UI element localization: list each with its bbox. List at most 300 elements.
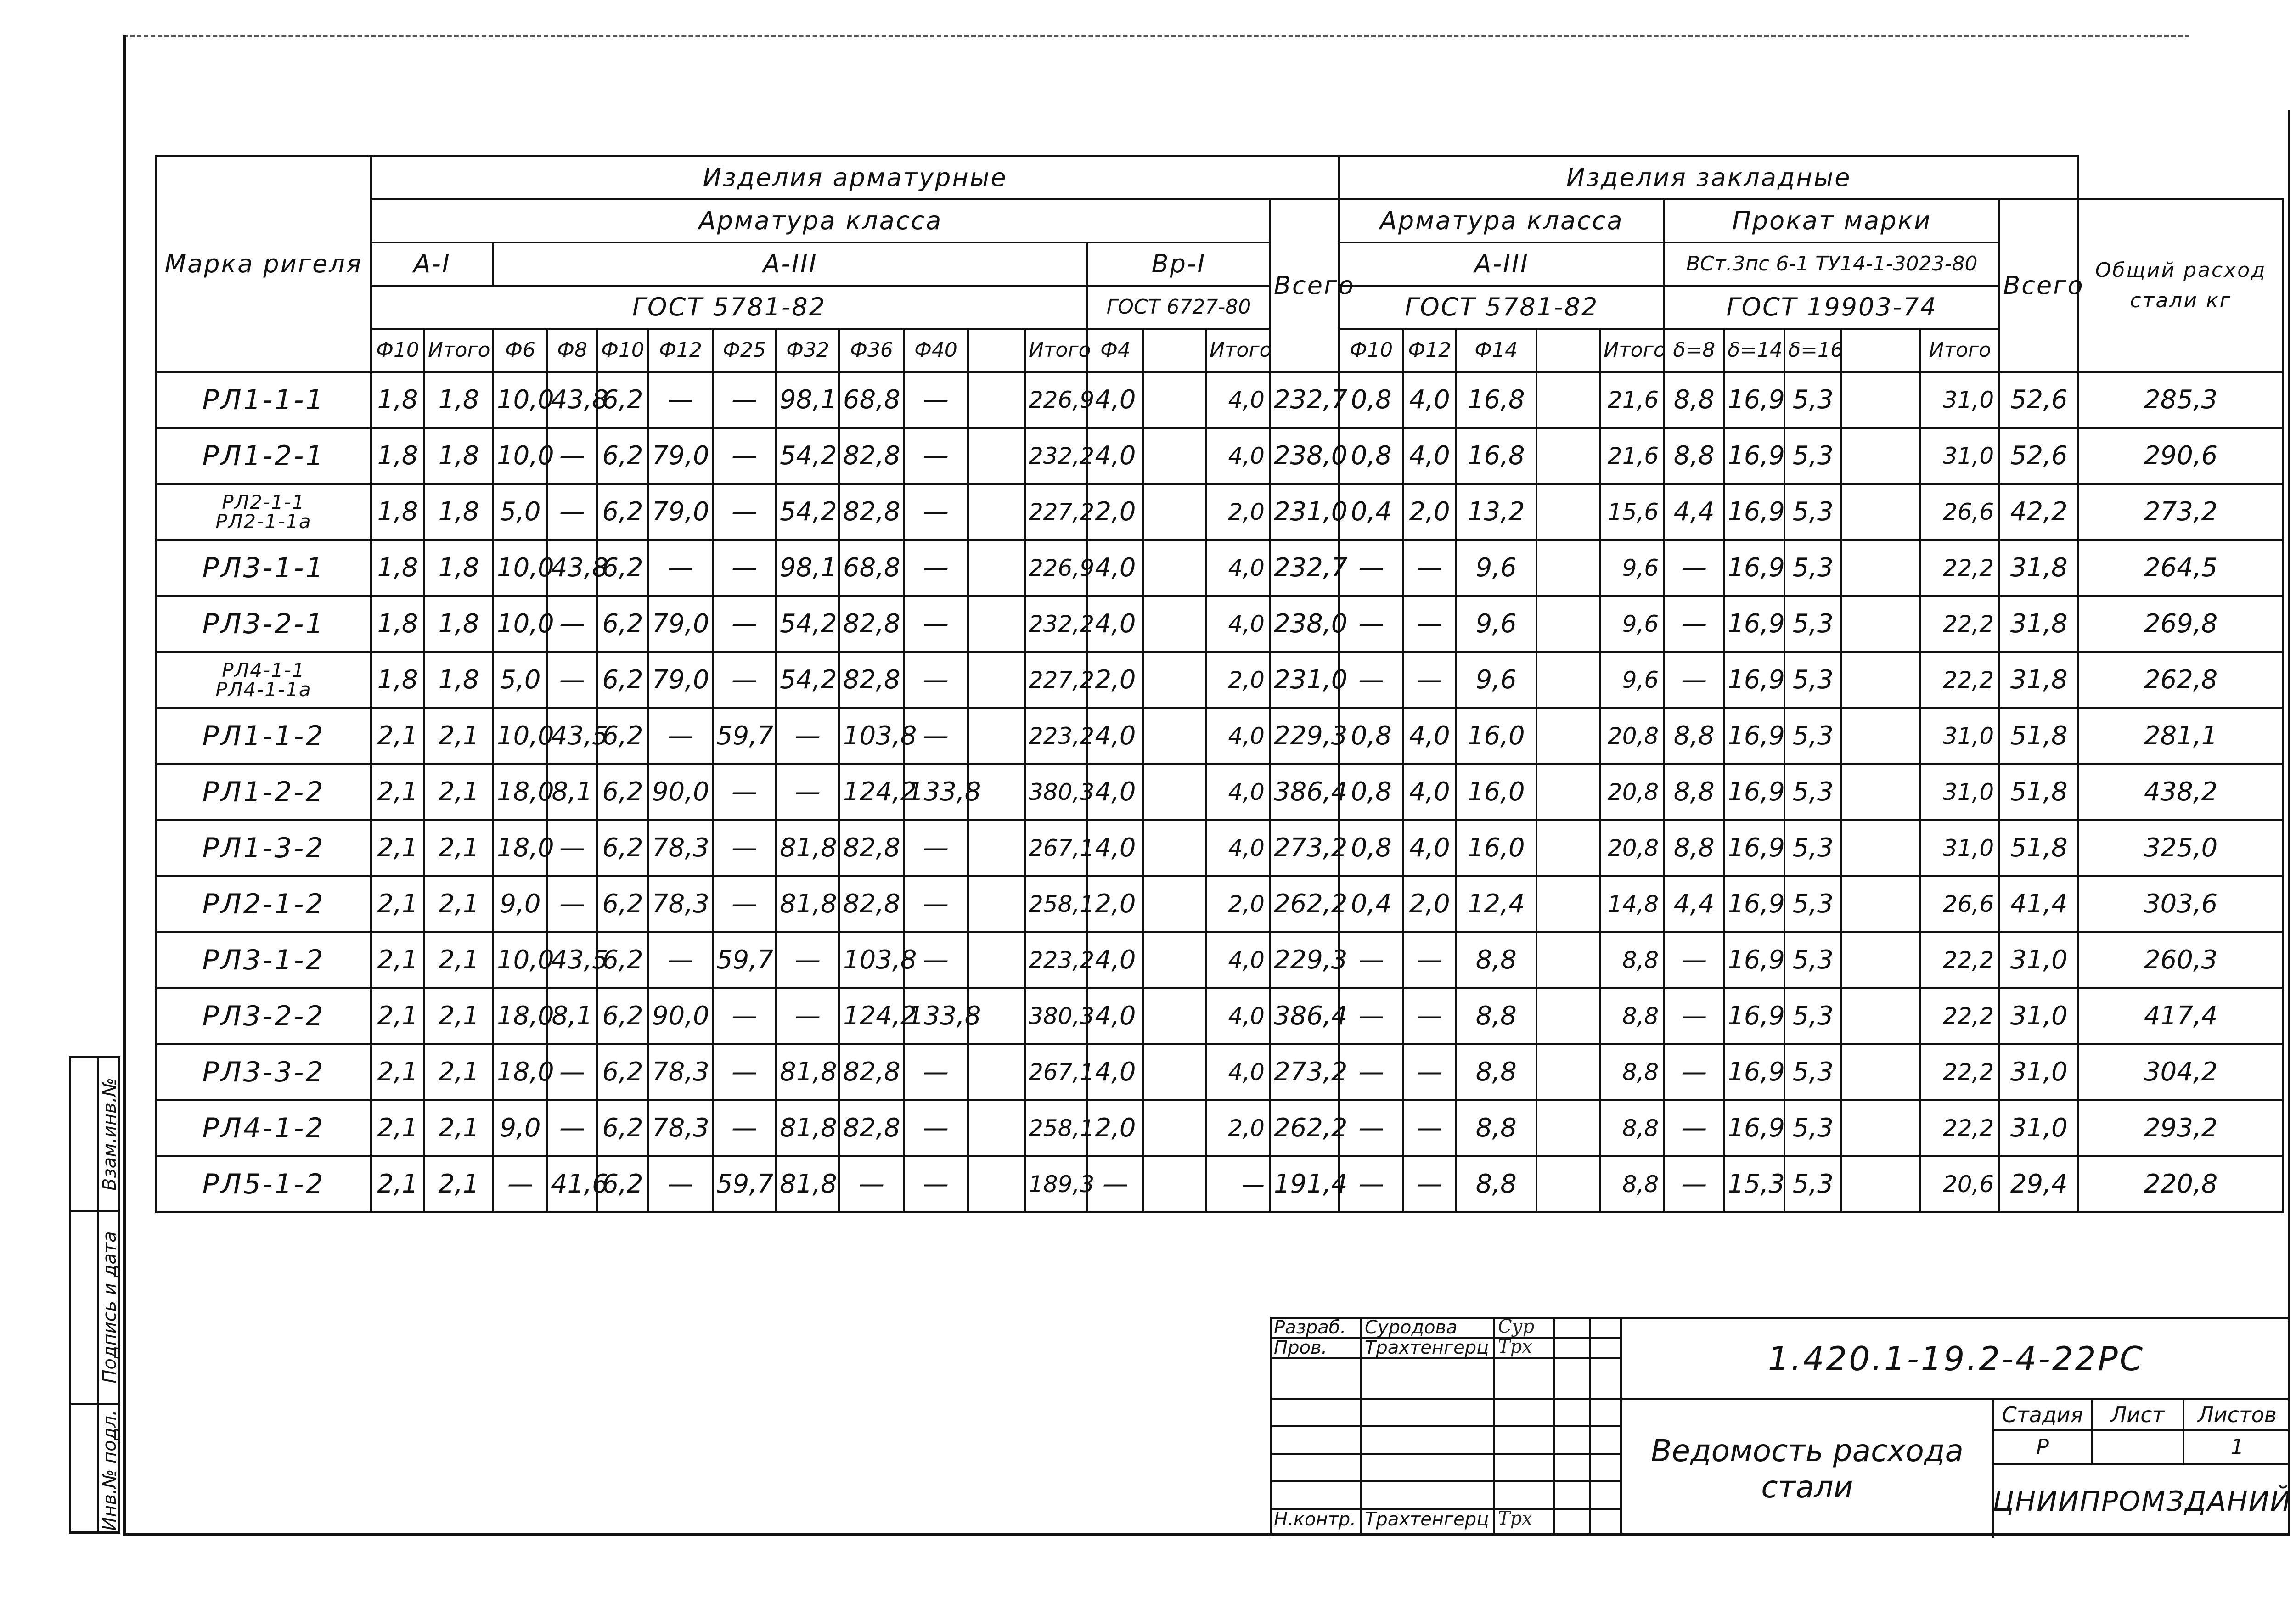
value-cell: 51,8: [1999, 820, 2078, 876]
value-cell: —: [839, 1156, 904, 1212]
gost-bp-header: ГОСТ 6727-80: [1087, 286, 1270, 329]
rigel-mark-cell: РЛ3-1-2: [156, 932, 371, 988]
value-cell: 386,4: [1270, 764, 1339, 820]
value-cell: 16,9: [1724, 596, 1784, 652]
value-cell: [1841, 1156, 1920, 1212]
subheader-cell: Итого: [1920, 329, 1999, 372]
value-cell: —: [648, 708, 713, 764]
subheader-cell: Ф12: [648, 329, 713, 372]
rigel-mark-cell: РЛ3-2-1: [156, 596, 371, 652]
value-cell: 59,7: [713, 932, 776, 988]
value-cell: 22,2: [1920, 1100, 1999, 1156]
stage-sheet-box: [1994, 1400, 2290, 1538]
norm-control-name: Трахтенгерц: [1365, 1509, 1489, 1530]
value-cell: 6,2: [597, 1156, 648, 1212]
value-cell: 303,6: [2078, 876, 2283, 932]
value-cell: 5,3: [1784, 708, 1841, 764]
checked-label: Пров.: [1274, 1337, 1328, 1358]
subheader-cell: Ф32: [776, 329, 839, 372]
value-cell: 4,0: [1206, 428, 1270, 484]
value-cell: 18,0: [493, 764, 547, 820]
value-cell: 4,0: [1206, 708, 1270, 764]
value-cell: [968, 820, 1025, 876]
value-cell: [1841, 428, 1920, 484]
value-cell: 43,5: [547, 932, 597, 988]
value-cell: —: [1403, 932, 1456, 988]
embedded-class-a3-header: А-III: [1339, 242, 1664, 286]
sheet-label: Лист: [2093, 1400, 2184, 1429]
armature-class-header: Арматура класса: [371, 199, 1270, 242]
value-cell: [1841, 708, 1920, 764]
value-cell: 232,7: [1270, 372, 1339, 428]
value-cell: 8,8: [1600, 1100, 1664, 1156]
norm-control-signature: Трх: [1498, 1508, 1532, 1529]
value-cell: —: [776, 708, 839, 764]
value-cell: 59,7: [713, 708, 776, 764]
value-cell: [1841, 1100, 1920, 1156]
value-cell: 6,2: [597, 708, 648, 764]
value-cell: 5,3: [1784, 428, 1841, 484]
sheet-value: [2093, 1431, 2184, 1463]
rigel-mark-cell: РЛ3-3-2: [156, 1044, 371, 1100]
value-cell: 2,1: [371, 988, 424, 1044]
value-cell: —: [648, 1156, 713, 1212]
organization-name: ЦНИИПРОМЗДАНИЙ: [1994, 1463, 2290, 1538]
value-cell: —: [1403, 1156, 1456, 1212]
value-cell: 2,0: [1206, 652, 1270, 708]
subheader-cell: [968, 329, 1025, 372]
value-cell: [1536, 932, 1600, 988]
value-cell: 226,9: [1025, 372, 1087, 428]
table-row: [156, 372, 2283, 428]
value-cell: 20,8: [1600, 820, 1664, 876]
value-cell: 226,9: [1025, 540, 1087, 596]
value-cell: 82,8: [839, 484, 904, 540]
value-cell: 8,8: [1600, 1044, 1664, 1100]
value-cell: 4,0: [1206, 932, 1270, 988]
value-cell: 16,9: [1724, 988, 1784, 1044]
value-cell: —: [904, 596, 968, 652]
value-cell: —: [713, 428, 776, 484]
value-cell: 2,1: [371, 1044, 424, 1100]
value-cell: 4,0: [1206, 988, 1270, 1044]
value-cell: 4,0: [1403, 372, 1456, 428]
stage-value: Р: [1994, 1431, 2093, 1463]
subheader-cell: Ф4: [1087, 329, 1143, 372]
value-cell: 22,2: [1920, 596, 1999, 652]
value-cell: [1841, 988, 1920, 1044]
value-cell: 124,2: [839, 988, 904, 1044]
armature-items-header: Изделия арматурные: [371, 156, 1339, 199]
stage-label: Стадия: [1994, 1400, 2093, 1429]
value-cell: —: [1664, 1044, 1724, 1100]
value-cell: 20,8: [1600, 764, 1664, 820]
value-cell: 20,8: [1600, 708, 1664, 764]
value-cell: 2,1: [371, 820, 424, 876]
value-cell: 5,3: [1784, 988, 1841, 1044]
value-cell: [1143, 764, 1206, 820]
table-row: [156, 540, 2283, 596]
value-cell: 380,3: [1025, 988, 1087, 1044]
value-cell: 2,1: [424, 932, 493, 988]
embedded-items-header: Изделия закладные: [1339, 156, 2078, 199]
value-cell: —: [904, 820, 968, 876]
value-cell: —: [648, 372, 713, 428]
value-cell: 2,0: [1206, 484, 1270, 540]
value-cell: 124,2: [839, 764, 904, 820]
value-cell: 4,0: [1087, 988, 1143, 1044]
value-cell: —: [648, 540, 713, 596]
value-cell: 14,8: [1600, 876, 1664, 932]
value-cell: 5,3: [1784, 596, 1841, 652]
value-cell: 8,1: [547, 764, 597, 820]
value-cell: 281,1: [2078, 708, 2283, 764]
value-cell: —: [776, 932, 839, 988]
value-cell: [1143, 596, 1206, 652]
value-cell: 5,3: [1784, 372, 1841, 428]
value-cell: 16,8: [1456, 372, 1536, 428]
value-cell: 10,0: [493, 932, 547, 988]
checked-signature: Трх: [1498, 1336, 1532, 1357]
value-cell: [1143, 820, 1206, 876]
value-cell: 262,2: [1270, 876, 1339, 932]
value-cell: 4,0: [1403, 820, 1456, 876]
value-cell: 304,2: [2078, 1044, 2283, 1100]
value-cell: —: [1339, 1156, 1403, 1212]
rigel-mark-cell: РЛ1-3-2: [156, 820, 371, 876]
value-cell: 54,2: [776, 652, 839, 708]
value-cell: 31,0: [1920, 820, 1999, 876]
value-cell: —: [547, 652, 597, 708]
value-cell: [1143, 1156, 1206, 1212]
subheader-cell: Ф8: [547, 329, 597, 372]
value-cell: [968, 932, 1025, 988]
value-cell: —: [1206, 1156, 1270, 1212]
value-cell: 238,0: [1270, 596, 1339, 652]
value-cell: 10,0: [493, 540, 547, 596]
inv-original-label: Инв.№ подл.: [99, 1410, 120, 1531]
value-cell: 232,7: [1270, 540, 1339, 596]
value-cell: [1841, 932, 1920, 988]
value-cell: 103,8: [839, 932, 904, 988]
value-cell: 81,8: [776, 1156, 839, 1212]
value-cell: 1,8: [371, 484, 424, 540]
value-cell: 12,4: [1456, 876, 1536, 932]
value-cell: 6,2: [597, 428, 648, 484]
value-cell: [1841, 876, 1920, 932]
value-cell: 2,1: [371, 1156, 424, 1212]
value-cell: 4,0: [1087, 428, 1143, 484]
table-row: [156, 652, 2283, 708]
value-cell: [1536, 652, 1600, 708]
value-cell: [968, 1156, 1025, 1212]
value-cell: —: [904, 1156, 968, 1212]
value-cell: 26,6: [1920, 484, 1999, 540]
document-code: 1.420.1-19.2-4-22РС: [1622, 1319, 2290, 1400]
value-cell: —: [1339, 652, 1403, 708]
value-cell: 4,0: [1087, 820, 1143, 876]
value-cell: —: [713, 484, 776, 540]
value-cell: 21,6: [1600, 428, 1664, 484]
value-cell: 4,0: [1087, 1044, 1143, 1100]
value-cell: 16,9: [1724, 764, 1784, 820]
value-cell: 2,1: [424, 708, 493, 764]
value-cell: 31,8: [1999, 652, 2078, 708]
value-cell: —: [713, 820, 776, 876]
value-cell: 51,8: [1999, 708, 2078, 764]
value-cell: 293,2: [2078, 1100, 2283, 1156]
embedded-armature-class-header: Арматура класса: [1339, 199, 1664, 242]
value-cell: —: [904, 484, 968, 540]
value-cell: 0,4: [1339, 876, 1403, 932]
value-cell: —: [547, 820, 597, 876]
value-cell: 18,0: [493, 820, 547, 876]
value-cell: 8,8: [1664, 820, 1724, 876]
value-cell: [1841, 372, 1920, 428]
subheader-cell: Ф10: [597, 329, 648, 372]
value-cell: 2,1: [371, 708, 424, 764]
value-cell: 4,0: [1206, 372, 1270, 428]
total-consumption-header: Общий расход стали кг: [2078, 199, 2283, 372]
value-cell: 68,8: [839, 372, 904, 428]
value-cell: 43,5: [547, 708, 597, 764]
steel-grade-header: ВСт.3пс 6-1 ТУ14-1-3023-80: [1664, 242, 1999, 286]
value-cell: 2,1: [424, 988, 493, 1044]
value-cell: 78,3: [648, 876, 713, 932]
value-cell: 31,0: [1920, 764, 1999, 820]
value-cell: —: [1664, 652, 1724, 708]
value-cell: 78,3: [648, 820, 713, 876]
value-cell: —: [1403, 1100, 1456, 1156]
diameter-subheader-row: [156, 329, 2283, 372]
value-cell: —: [1664, 988, 1724, 1044]
norm-control-label: Н.контр.: [1274, 1509, 1356, 1530]
value-cell: [1143, 1044, 1206, 1100]
value-cell: 16,9: [1724, 540, 1784, 596]
value-cell: [968, 372, 1025, 428]
subheader-cell: Ф40: [904, 329, 968, 372]
value-cell: —: [1339, 1100, 1403, 1156]
value-cell: —: [1403, 540, 1456, 596]
value-cell: 8,8: [1664, 372, 1724, 428]
value-cell: 1,8: [424, 540, 493, 596]
value-cell: 22,2: [1920, 652, 1999, 708]
value-cell: 81,8: [776, 1100, 839, 1156]
value-cell: 8,8: [1600, 932, 1664, 988]
value-cell: [1536, 708, 1600, 764]
subheader-cell: δ=14: [1724, 329, 1784, 372]
table-row: [156, 764, 2283, 820]
value-cell: 5,3: [1784, 1156, 1841, 1212]
value-cell: 79,0: [648, 484, 713, 540]
value-cell: 16,0: [1456, 708, 1536, 764]
steel-consumption-table: [155, 155, 2284, 1213]
value-cell: 59,7: [713, 1156, 776, 1212]
value-cell: 8,8: [1664, 764, 1724, 820]
value-cell: 2,1: [424, 1156, 493, 1212]
value-cell: 8,8: [1456, 1100, 1536, 1156]
value-cell: 2,0: [1206, 1100, 1270, 1156]
value-cell: [1143, 428, 1206, 484]
value-cell: —: [547, 876, 597, 932]
sheets-value: 1: [2230, 1435, 2244, 1459]
value-cell: 2,1: [371, 764, 424, 820]
value-cell: 54,2: [776, 596, 839, 652]
value-cell: 4,0: [1403, 764, 1456, 820]
value-cell: 90,0: [648, 764, 713, 820]
value-cell: 16,9: [1724, 876, 1784, 932]
value-cell: 21,6: [1600, 372, 1664, 428]
checked-name: Трахтенгерц: [1365, 1337, 1489, 1358]
document-title-line2: стали: [1761, 1469, 1853, 1505]
value-cell: —: [1339, 988, 1403, 1044]
value-cell: [1536, 820, 1600, 876]
value-cell: 81,8: [776, 876, 839, 932]
value-cell: 223,2: [1025, 708, 1087, 764]
value-cell: 2,0: [1087, 652, 1143, 708]
table-row: [156, 1156, 2283, 1212]
value-cell: —: [713, 372, 776, 428]
value-cell: 8,8: [1664, 708, 1724, 764]
gost-rolled-header: ГОСТ 19903-74: [1664, 286, 1999, 329]
value-cell: 16,0: [1456, 820, 1536, 876]
value-cell: 273,2: [2078, 484, 2283, 540]
value-cell: 4,0: [1087, 764, 1143, 820]
value-cell: —: [904, 372, 968, 428]
table-row: [156, 876, 2283, 932]
value-cell: —: [904, 540, 968, 596]
value-cell: 16,9: [1724, 932, 1784, 988]
value-cell: 1,8: [424, 484, 493, 540]
value-cell: 31,0: [1920, 428, 1999, 484]
value-cell: 5,3: [1784, 540, 1841, 596]
value-cell: 10,0: [493, 596, 547, 652]
document-title: [1622, 1400, 1994, 1538]
value-cell: 90,0: [648, 988, 713, 1044]
value-cell: 16,9: [1724, 652, 1784, 708]
value-cell: [968, 652, 1025, 708]
value-cell: 15,6: [1600, 484, 1664, 540]
value-cell: [1143, 1100, 1206, 1156]
sheets-label: Листов: [2198, 1402, 2277, 1427]
value-cell: 31,0: [1999, 988, 2078, 1044]
value-cell: 4,0: [1206, 1044, 1270, 1100]
value-cell: 16,9: [1724, 1044, 1784, 1100]
value-cell: —: [547, 428, 597, 484]
value-cell: 6,2: [597, 652, 648, 708]
rigel-mark-cell: [156, 652, 371, 708]
value-cell: 31,8: [1999, 540, 2078, 596]
value-cell: [1143, 708, 1206, 764]
value-cell: 258,1: [1025, 1100, 1087, 1156]
value-cell: 189,3: [1025, 1156, 1087, 1212]
value-cell: 191,4: [1270, 1156, 1339, 1212]
value-cell: 6,2: [597, 596, 648, 652]
value-cell: 78,3: [648, 1044, 713, 1100]
value-cell: [1143, 876, 1206, 932]
value-cell: —: [1664, 540, 1724, 596]
value-cell: —: [713, 652, 776, 708]
value-cell: 2,1: [371, 876, 424, 932]
value-cell: —: [776, 988, 839, 1044]
value-cell: [968, 708, 1025, 764]
value-cell: 267,1: [1025, 820, 1087, 876]
value-cell: 52,6: [1999, 428, 2078, 484]
gost-embedded-header: ГОСТ 5781-82: [1339, 286, 1664, 329]
value-cell: 1,8: [424, 428, 493, 484]
developed-name: Суродова: [1365, 1317, 1458, 1338]
subheader-cell: δ=16: [1784, 329, 1841, 372]
value-cell: 2,0: [1087, 1100, 1143, 1156]
title-block: [1270, 1316, 2292, 1536]
value-cell: 79,0: [648, 428, 713, 484]
value-cell: 22,2: [1920, 1044, 1999, 1100]
value-cell: [1143, 932, 1206, 988]
value-cell: 4,0: [1206, 764, 1270, 820]
value-cell: 6,2: [597, 820, 648, 876]
value-cell: [1143, 484, 1206, 540]
value-cell: —: [904, 708, 968, 764]
value-cell: —: [713, 596, 776, 652]
value-cell: 0,8: [1339, 428, 1403, 484]
value-cell: [1536, 1156, 1600, 1212]
value-cell: 5,3: [1784, 876, 1841, 932]
value-cell: [1536, 988, 1600, 1044]
value-cell: [968, 596, 1025, 652]
value-cell: 223,2: [1025, 932, 1087, 988]
value-cell: 8,8: [1664, 428, 1724, 484]
value-cell: 229,3: [1270, 932, 1339, 988]
subheader-cell: δ=8: [1664, 329, 1724, 372]
value-cell: 229,3: [1270, 708, 1339, 764]
value-cell: 18,0: [493, 988, 547, 1044]
value-cell: [968, 1100, 1025, 1156]
margin-approval-stamp: [69, 1056, 120, 1534]
value-cell: 238,0: [1270, 428, 1339, 484]
value-cell: 6,2: [597, 1044, 648, 1100]
value-cell: 231,0: [1270, 484, 1339, 540]
value-cell: 9,6: [1456, 540, 1536, 596]
value-cell: —: [1664, 932, 1724, 988]
subheader-cell: Итого: [424, 329, 493, 372]
value-cell: [1841, 652, 1920, 708]
value-cell: [1536, 484, 1600, 540]
developed-label: Разраб.: [1274, 1317, 1346, 1338]
value-cell: 82,8: [839, 820, 904, 876]
value-cell: 438,2: [2078, 764, 2283, 820]
value-cell: 4,0: [1206, 596, 1270, 652]
value-cell: 232,2: [1025, 428, 1087, 484]
value-cell: 0,8: [1339, 708, 1403, 764]
value-cell: 16,9: [1724, 1100, 1784, 1156]
table-row: [156, 820, 2283, 876]
value-cell: 54,2: [776, 484, 839, 540]
value-cell: —: [1339, 596, 1403, 652]
value-cell: 82,8: [839, 652, 904, 708]
value-cell: 43,8: [547, 540, 597, 596]
table-row: [156, 1044, 2283, 1100]
document-title-line1: Ведомость расхода: [1651, 1433, 1964, 1468]
subheader-cell: Итого: [1600, 329, 1664, 372]
value-cell: 82,8: [839, 1044, 904, 1100]
value-cell: [968, 540, 1025, 596]
value-cell: 1,8: [424, 372, 493, 428]
value-cell: 2,0: [1087, 876, 1143, 932]
value-cell: 264,5: [2078, 540, 2283, 596]
table-row: [156, 988, 2283, 1044]
value-cell: 4,0: [1087, 540, 1143, 596]
value-cell: [1536, 876, 1600, 932]
